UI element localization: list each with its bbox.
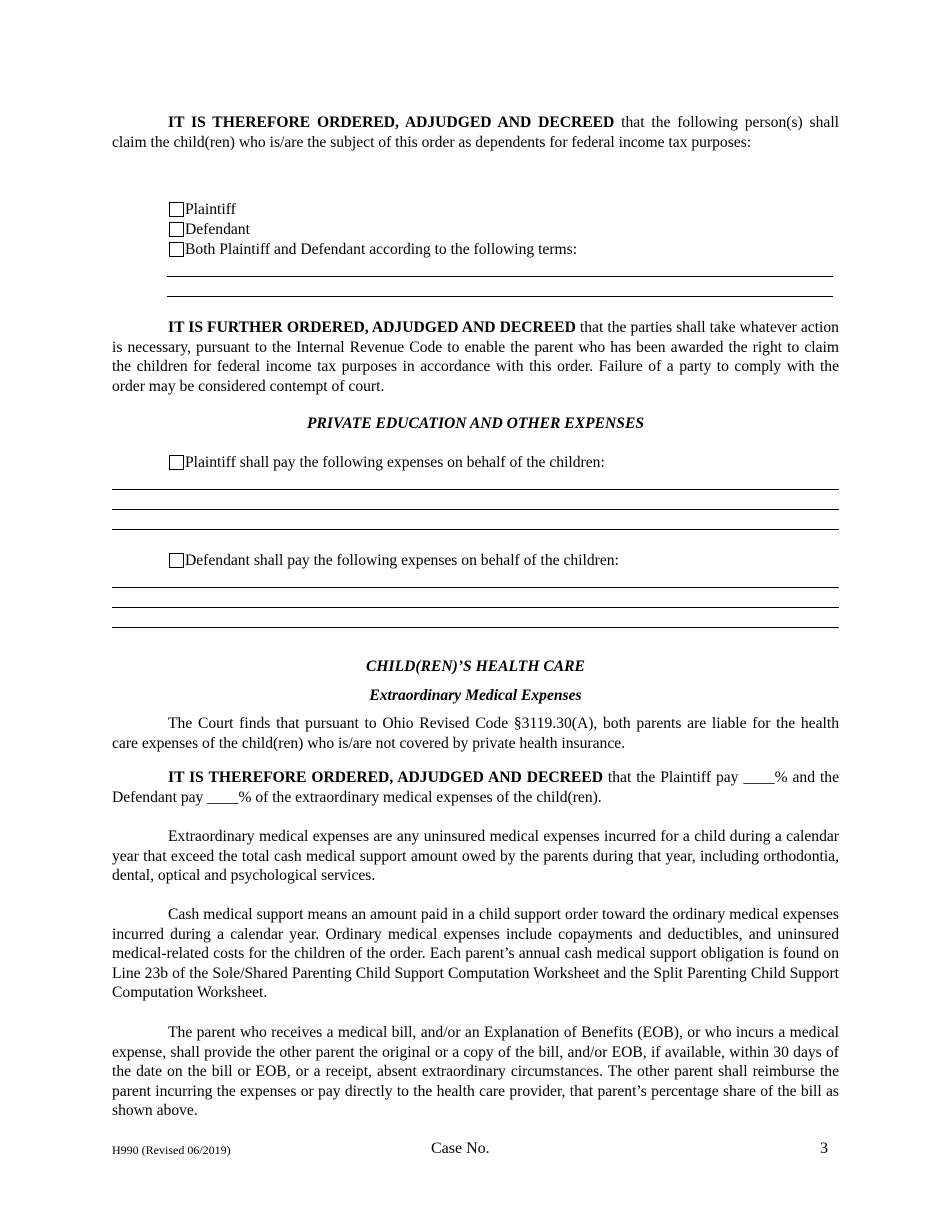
both-checkbox[interactable] bbox=[169, 242, 184, 257]
health-care-heading: CHILD(REN)’S HEALTH CARE bbox=[366, 658, 585, 675]
extraordinary-definition-paragraph: Extraordinary medical expenses are any uninsured medical expenses incurred for a child during a calendar year that exceed the total cash medical support amount owed by the parents during that year, including orthodontia, dental, optical and psychological services. bbox=[112, 828, 839, 885]
option-plaintiff[interactable] bbox=[169, 200, 236, 220]
plaintiff-checkbox[interactable] bbox=[169, 202, 184, 217]
plaintiff-expenses-line-2[interactable] bbox=[112, 509, 839, 510]
plaintiff-expenses-label: Plaintiff shall pay the following expenses on behalf of the children: bbox=[185, 454, 605, 471]
order-lead: IT IS THEREFORE ORDERED, ADJUDGED AND DECREED bbox=[168, 114, 615, 131]
page-number: 3 bbox=[820, 1140, 828, 1157]
option-both[interactable] bbox=[169, 240, 577, 260]
order-lead: IT IS THEREFORE ORDERED, ADJUDGED AND DECREED bbox=[168, 769, 603, 786]
plaintiff-expenses-line-1[interactable] bbox=[112, 489, 839, 490]
order-text: that the following person(s) shall claim the child(ren) who is/are the subject of this order as dependents for federal income tax purposes: bbox=[112, 114, 839, 151]
defendant-expenses-line-3[interactable] bbox=[112, 627, 839, 628]
private-education-heading: PRIVATE EDUCATION AND OTHER EXPENSES bbox=[306, 415, 645, 432]
order-lead: IT IS FURTHER ORDERED, ADJUDGED AND DECREED bbox=[168, 319, 576, 336]
defendant-expenses-line-1[interactable] bbox=[112, 587, 839, 588]
option-label: Both Plaintiff and Defendant according to the following terms: bbox=[185, 241, 578, 258]
defendant-expenses-line-2[interactable] bbox=[112, 607, 839, 608]
plaintiff-expenses-option[interactable] bbox=[169, 453, 605, 473]
irs-action-order-paragraph bbox=[112, 318, 839, 396]
defendant-checkbox[interactable] bbox=[169, 222, 184, 237]
tax-dependents-order-paragraph bbox=[112, 113, 839, 152]
form-id: H990 (Revised 06/2019) bbox=[112, 1143, 231, 1157]
defendant-expenses-label: Defendant shall pay the following expenses on behalf of the children: bbox=[185, 552, 619, 569]
medical-bill-paragraph: The parent who receives a medical bill, and/or an Explanation of Benefits (EOB), or who incurs a medical expense, shall provide the other parent the original or a copy of the bill, and/or EOB, if available, within 30 days of the date on the bill or EOB, or a receipt, absent extraordinary circumstances. The other parent shall reimburse the parent incurring the expenses or pay directly to the health care provider, that parent’s percentage share of the bill as shown above. bbox=[112, 1024, 839, 1120]
percentage-order-paragraph bbox=[112, 768, 839, 807]
option-label: Defendant bbox=[185, 221, 250, 238]
order-text: that the parties shall take whatever action is necessary, pursuant to the Internal Revenue Code to enable the parent who has been awarded the right to claim the children for federal income tax purposes in accordance with this order. Failure of a party to comply with the order may be considered contempt of court. bbox=[112, 319, 839, 395]
terms-line-1[interactable] bbox=[167, 276, 833, 277]
cash-medical-support-paragraph: Cash medical support means an amount paid in a child support order toward the ordinary medical expenses incurred during a calendar year. Ordinary medical expenses include copayments and deductibles, and uninsured medical-related costs for the children of the order. Each parent’s annual cash medical support obligation is found on Line 23b of the Sole/Shared Parenting Child Support Computation Worksheet and the Split Parenting Child Support Computation Worksheet. bbox=[112, 906, 839, 1002]
option-defendant[interactable] bbox=[169, 220, 250, 240]
court-finds-paragraph: The Court finds that pursuant to Ohio Revised Code §3119.30(A), both parents are liable for the health care expenses of the child(ren) who is/are not covered by private health insurance. bbox=[112, 715, 839, 752]
extraordinary-medical-subheading: Extraordinary Medical Expenses bbox=[369, 687, 582, 704]
plaintiff-expenses-line-3[interactable] bbox=[112, 529, 839, 530]
case-number-label: Case No. bbox=[431, 1140, 490, 1157]
plaintiff-expenses-checkbox[interactable] bbox=[169, 455, 184, 470]
defendant-expenses-checkbox[interactable] bbox=[169, 553, 184, 568]
option-label: Plaintiff bbox=[185, 201, 236, 218]
terms-line-2[interactable] bbox=[167, 296, 833, 297]
defendant-expenses-option[interactable] bbox=[169, 551, 619, 571]
order-text: that the Plaintiff pay ____% and the Defendant pay ____% of the extraordinary medical expenses of the child(ren). bbox=[112, 769, 839, 806]
